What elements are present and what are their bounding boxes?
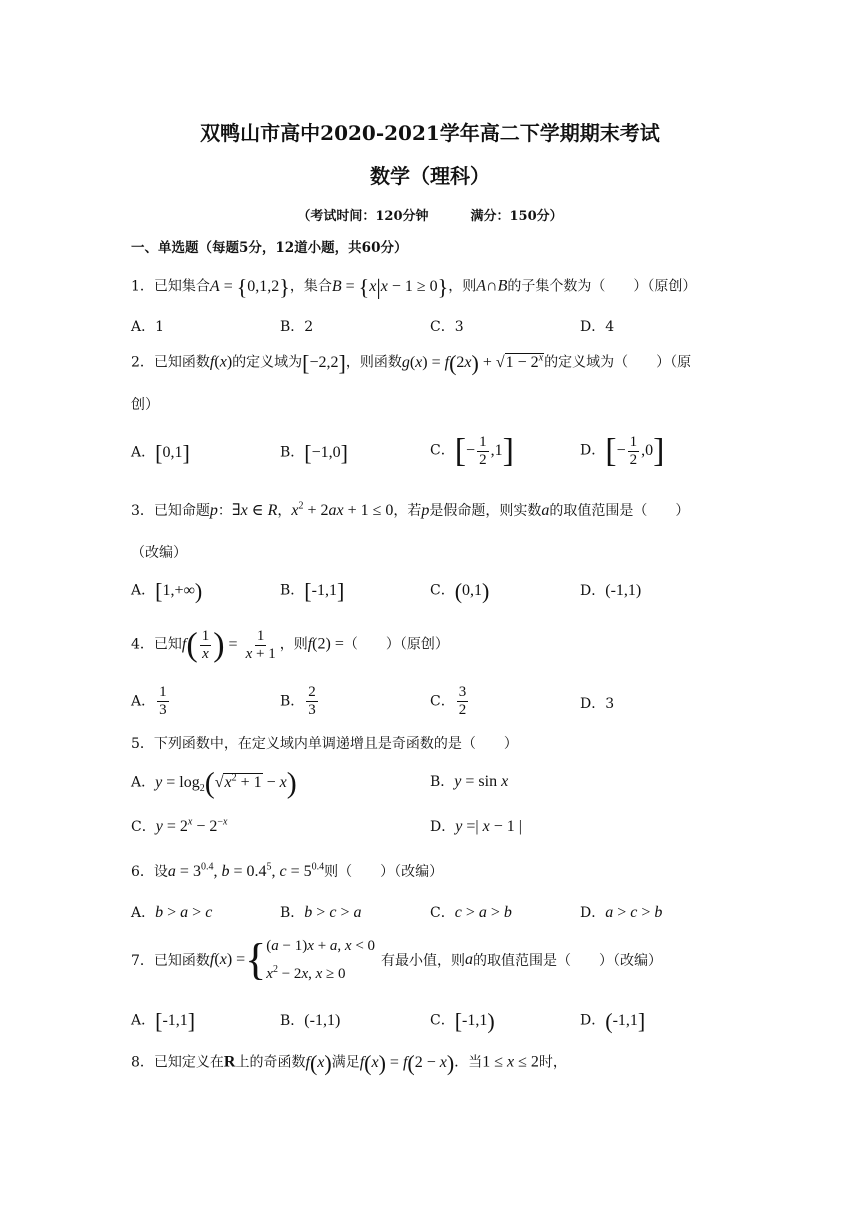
q7-option-d: D．(-1,1]	[580, 1008, 646, 1033]
q5-option-d: D．y =| x − 1 |	[430, 818, 522, 835]
question-3-cont: （改编）	[131, 545, 187, 561]
q5-option-b: B．y = sin x	[430, 773, 509, 790]
q1-option-d: D．4	[580, 319, 615, 335]
question-8: 8．已知定义在R上的奇函数f(x)满足f(x) = f(2 − x)．当1 ≤ x ≤ 2时，	[131, 1050, 567, 1075]
question-2-cont: 创）	[131, 397, 159, 413]
q5-option-c: C．$y = 2^x - 2^{-x}$	[131, 816, 228, 835]
q7-option-a: A．[-1,1]	[131, 1008, 196, 1033]
question-5: 5．下列函数中，在定义域内单调递增且是奇函数的是（ ）	[131, 736, 518, 752]
exam-title: 双鸭山市高中2020-2021学年高二下学期期末考试	[200, 121, 660, 145]
q2-option-d: D．[− $\frac{1}{2}$ ,0]	[580, 432, 665, 469]
q5-option-a: A．$y = \log_2(√x^2 + 1 - x)$	[131, 766, 297, 799]
question-3: 3．已知命题p：∃x ∈ R，$x^2 + 2ax + 1 \le 0$，若p是假命题，则实数a的取值范围是（ ）	[131, 500, 690, 519]
q2-option-c: C．[− $\frac{1}{2}$ ,1]	[430, 432, 514, 469]
q1-option-b: B．2	[280, 319, 314, 335]
q2-option-b: B．[−1,0]	[280, 440, 348, 465]
q3-option-b: B．[-1,1]	[280, 578, 345, 603]
section-heading: 一、单选题（每题5分，12道小题，共60分）	[131, 240, 408, 256]
q3-option-a: A．[1,+∞)	[131, 578, 203, 603]
q4-option-d: D．3	[580, 696, 615, 712]
q7-option-c: C．[-1,1)	[430, 1008, 495, 1033]
question-4: 4．已知f( $\frac{1}{x}$ ) = $\frac{1}{x + 1}$ ，则f(2) =（ ）（原创）	[131, 626, 449, 663]
exam-subtitle: 数学（理科）	[370, 164, 490, 188]
q1-option-a: A．1	[131, 319, 165, 335]
question-2: 2．已知函数f(x)的定义域为[−2,2]，则函数$g(x) = f(2x) + √1 - 2^x$的定义域为（ ）（原	[131, 350, 692, 375]
exam-time: （考试时间：120分钟	[297, 209, 429, 224]
q6-option-c: C．c > a > b	[430, 904, 512, 921]
q6-option-a: A．b > a > c	[131, 904, 213, 921]
question-7: 7．已知函数 f(x) = { (a − 1)x + a, x < 0 $x^2 - 2x$, x ≥ 0 有最小值，则 a 的取值范围是（ ）（改编）	[131, 935, 663, 984]
q3-option-c: C．(0,1)	[430, 578, 490, 603]
exam-score: 满分：150分）	[470, 209, 563, 224]
q4-option-b: B． $\frac{2}{3}$	[280, 684, 316, 718]
q7-option-b: B．(-1,1)	[280, 1012, 341, 1029]
question-1: 1．已知集合A = {0,1,2}，集合B = {x|x − 1 ≥ 0}，则A∩B的子集个数为（ ）（原创）	[131, 274, 697, 299]
q3-option-d: D．(-1,1)	[580, 582, 642, 599]
question-6: 6．设$a = 3^{0.4}$, $b = 0.4^5$, $c = 5^{0.4}$则（ ）（改编）	[131, 861, 444, 880]
q6-option-b: B．b > c > a	[280, 904, 362, 921]
q2-option-a: A．[0,1]	[131, 440, 190, 465]
q4-option-a: A． $\frac{1}{3}$	[131, 684, 167, 718]
q6-option-d: D．a > c > b	[580, 904, 663, 921]
q1-option-c: C．3	[430, 319, 464, 335]
q4-option-c: C． $\frac{3}{2}$	[430, 684, 467, 718]
exam-info	[0, 205, 860, 224]
